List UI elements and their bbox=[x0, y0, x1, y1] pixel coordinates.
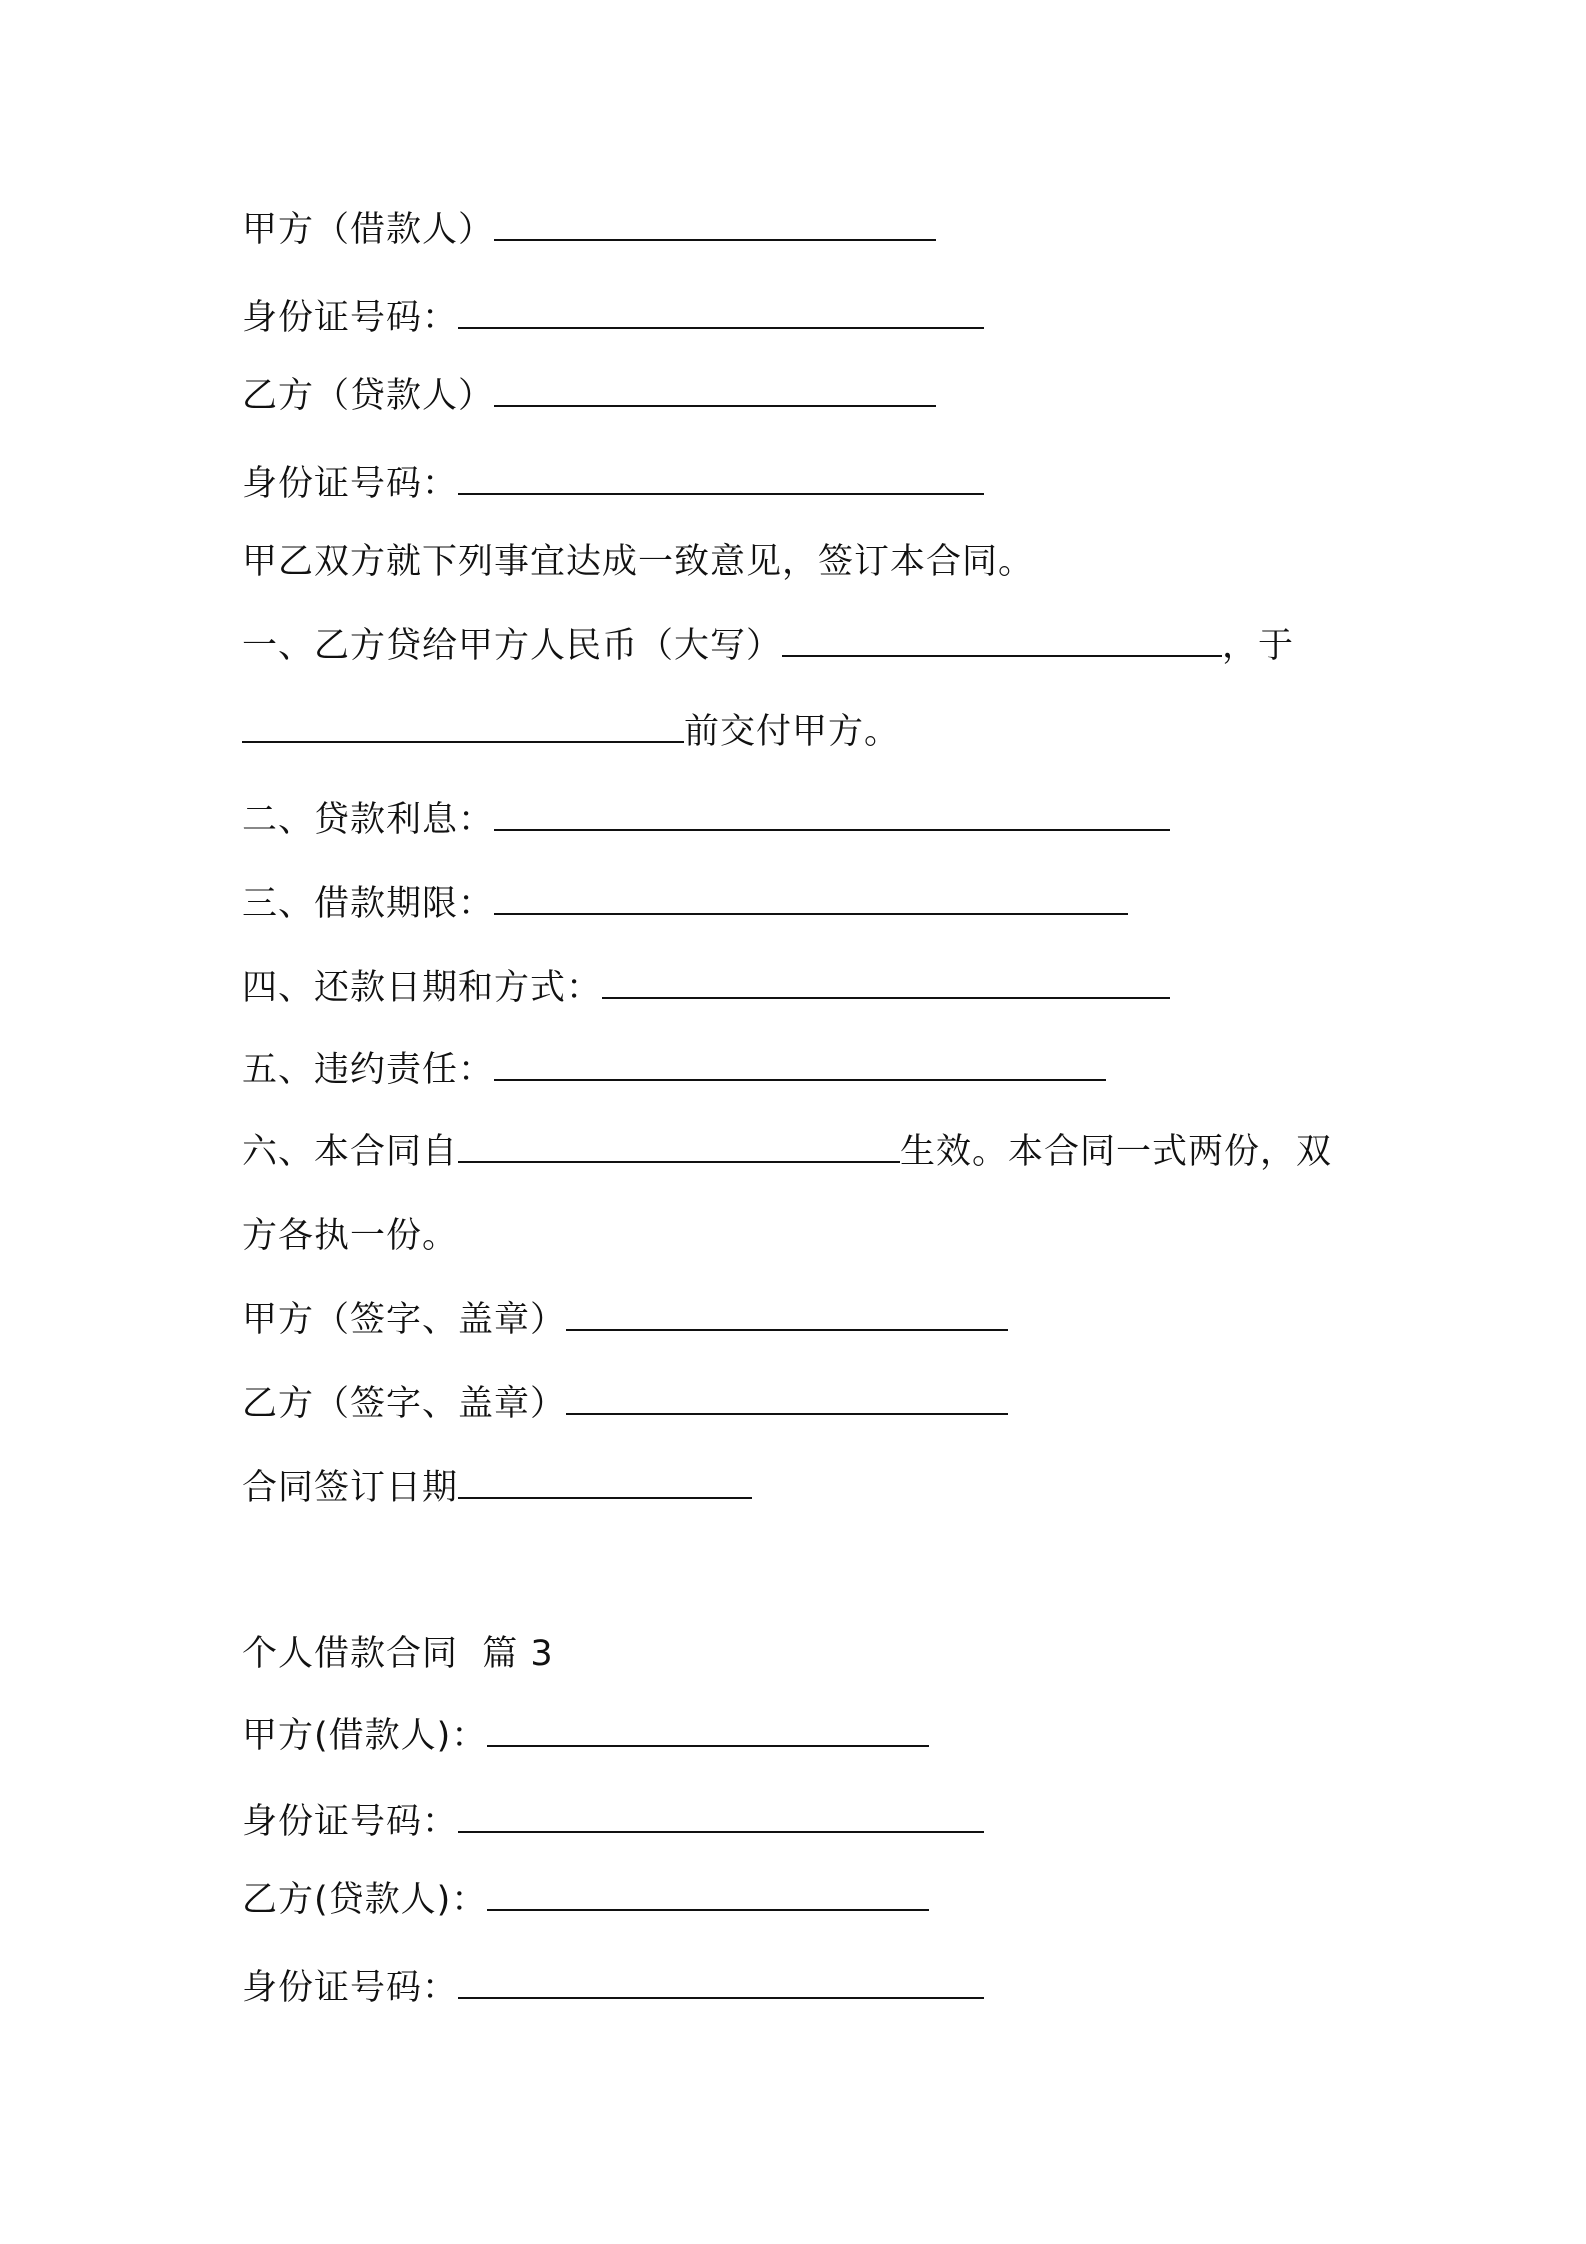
clause-1-suffix: ，于 bbox=[1222, 626, 1295, 666]
id-number-line-1 bbox=[242, 294, 984, 342]
id-number-blank[interactable] bbox=[458, 1801, 984, 1833]
sign-a-line bbox=[242, 1296, 1008, 1344]
s3-party-b-label: 乙方(贷款人)： bbox=[242, 1880, 488, 1920]
id-number-blank[interactable] bbox=[458, 1967, 984, 1999]
party-b-lender-line bbox=[242, 372, 936, 420]
party-a-borrower-label: 甲方（借款人） bbox=[242, 210, 495, 250]
clause-3-line bbox=[242, 880, 1128, 928]
s3-party-a-line bbox=[242, 1712, 929, 1760]
sign-a-blank[interactable] bbox=[566, 1299, 1008, 1331]
party-b-lender-label: 乙方（贷款人） bbox=[242, 376, 495, 416]
s3-party-a-blank[interactable] bbox=[487, 1715, 929, 1747]
party-a-borrower-line bbox=[242, 206, 936, 254]
sign-b-line bbox=[242, 1380, 1008, 1428]
delivery-date-blank[interactable] bbox=[242, 711, 684, 743]
clause-6-suffix: 生效。本合同一式两份，双 bbox=[900, 1132, 1333, 1172]
sign-date-line bbox=[242, 1464, 752, 1512]
clause-6-prefix: 六、本合同自 bbox=[242, 1132, 459, 1172]
party-b-blank[interactable] bbox=[494, 375, 936, 407]
agreement-intro: 甲乙双方就下列事宜达成一致意见，签订本合同。 bbox=[242, 542, 1035, 582]
clause-1-cont-line bbox=[242, 708, 900, 756]
s3-id-number-line-2 bbox=[242, 1964, 984, 2012]
term-blank[interactable] bbox=[494, 883, 1128, 915]
id-number-label: 身份证号码： bbox=[242, 298, 459, 338]
sign-date-blank[interactable] bbox=[458, 1467, 752, 1499]
clause-6-cont: 方各执一份。 bbox=[242, 1216, 459, 1256]
clause-4-label: 四、还款日期和方式： bbox=[242, 968, 603, 1008]
clause-1-line bbox=[242, 622, 1294, 670]
clause-2-line bbox=[242, 796, 1170, 844]
clause-1-prefix: 一、乙方贷给甲方人民币（大写） bbox=[242, 626, 783, 666]
s3-party-a-label: 甲方(借款人)： bbox=[242, 1716, 488, 1756]
id-number-blank[interactable] bbox=[458, 463, 984, 495]
clause-2-label: 二、贷款利息： bbox=[242, 800, 495, 840]
clause-4-line bbox=[242, 964, 1170, 1012]
id-number-label: 身份证号码： bbox=[242, 1802, 459, 1842]
section-3-title: 个人借款合同 篇 3 bbox=[242, 1634, 554, 1674]
effective-date-blank[interactable] bbox=[458, 1131, 900, 1163]
clause-5-label: 五、违约责任： bbox=[242, 1050, 495, 1090]
id-number-line-2 bbox=[242, 460, 984, 508]
sign-date-label: 合同签订日期 bbox=[242, 1468, 459, 1508]
clause-5-line bbox=[242, 1046, 1106, 1094]
s3-party-b-blank[interactable] bbox=[487, 1879, 929, 1911]
repayment-blank[interactable] bbox=[602, 967, 1170, 999]
sign-b-blank[interactable] bbox=[566, 1383, 1008, 1415]
clause-1-cont: 前交付甲方。 bbox=[684, 712, 901, 752]
sign-a-label: 甲方（签字、盖章） bbox=[242, 1300, 567, 1340]
clause-3-label: 三、借款期限： bbox=[242, 884, 495, 924]
s3-party-b-line bbox=[242, 1876, 929, 1924]
id-number-label: 身份证号码： bbox=[242, 1968, 459, 2008]
party-a-blank[interactable] bbox=[494, 209, 936, 241]
interest-blank[interactable] bbox=[494, 799, 1170, 831]
amount-blank[interactable] bbox=[782, 625, 1222, 657]
sign-b-label: 乙方（签字、盖章） bbox=[242, 1384, 567, 1424]
id-number-blank[interactable] bbox=[458, 297, 984, 329]
liability-blank[interactable] bbox=[494, 1049, 1106, 1081]
clause-6-line bbox=[242, 1128, 1332, 1176]
id-number-label: 身份证号码： bbox=[242, 464, 459, 504]
s3-id-number-line-1 bbox=[242, 1798, 984, 1846]
